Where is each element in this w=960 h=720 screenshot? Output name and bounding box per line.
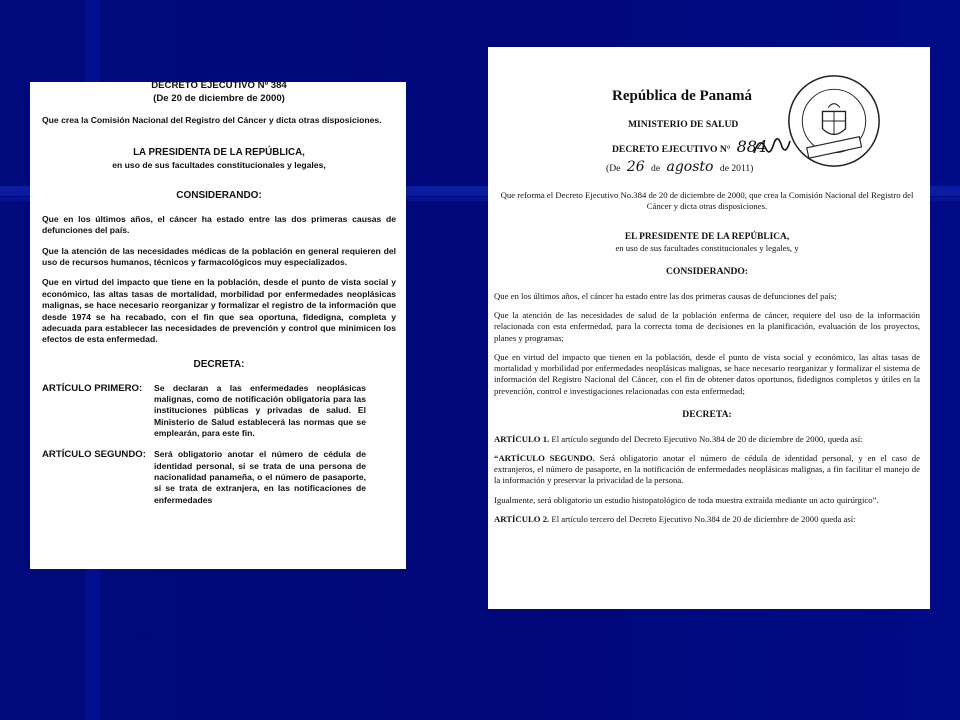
considerando-paragraph-1: Que en los últimos años, el cáncer ha estado entre las dos primeras causas de defunciones del país; — [494, 290, 837, 301]
reforma-line: Que reforma el Decreto Ejecutivo No.384 de 20 de diciembre de 2000, que crea la Comisión Nacional del Registro del Cáncer y dicta otras disposiciones. — [500, 189, 914, 212]
article-1-text: El artículo segundo del Decreto Ejecutivo No.384 de 20 de diciembre de 2000, queda así: — [551, 433, 863, 444]
facultades-line: en uso de sus facultades constitucionales y legales, — [112, 159, 326, 170]
decree-subtitle: Que crea la Comisión Nacional del Registro del Cáncer y dicta otras disposiciones. — [42, 115, 382, 126]
decree-number: 884 — [736, 136, 768, 156]
article-segundo-label: “ARTÍCULO SEGUNDO. — [494, 452, 595, 463]
article-label: ARTÍCULO SEGUNDO: — [42, 449, 146, 461]
signature-icon — [752, 131, 792, 161]
date-de: de — [651, 162, 661, 174]
article-2-text: El artículo tercero del Decreto Ejecutivo No.384 de 20 de diciembre de 2000 queda así: — [551, 514, 856, 525]
article-segundo — [494, 453, 920, 487]
decreta-heading: DECRETA: — [193, 358, 245, 370]
ministry-title: MINISTERIO DE SALUD — [628, 118, 739, 130]
decreta-heading: DECRETA: — [682, 409, 732, 421]
considerando-paragraph-2: Que la atención de las necesidades de salud de la población enferma de cáncer, requiere del uso de la información relacionada con esta enfermedad, para la correcta toma de decisiones en la planificación, evaluación de los proyectos, planes y programas; — [494, 309, 920, 343]
decree-884-document — [488, 47, 930, 609]
decree-title: DECRETO EJECUTIVO Nº 384 — [151, 82, 287, 91]
article-label: ARTÍCULO PRIMERO: — [42, 382, 143, 394]
considerando-paragraph-1: Que en los últimos años, el cáncer ha estado entre las dos primeras causas de defunciones del país. — [42, 214, 396, 236]
decree-label: DECRETO EJECUTIVO N° — [612, 143, 731, 155]
article-primero — [42, 383, 396, 440]
article-1 — [494, 434, 920, 445]
article-1-label: ARTÍCULO 1. — [494, 433, 550, 444]
article-2 — [494, 514, 920, 525]
considerando-heading: CONSIDERANDO: — [665, 266, 749, 278]
igualmente-paragraph: Igualmente, será obligatorio un estudio histopatológico de toda muestra extraída mediante un acto quirúrgico”. — [494, 494, 879, 505]
date-month: agosto — [666, 158, 714, 175]
date-suffix: de 2011) — [719, 162, 754, 174]
considerando-paragraph-3: Que en virtud del impacto que tiene en la población, desde el punto de vista social y económico, las altas tasas de mortalidad, morbilidad por enfermedades neoplásicas malignas, se hace necesario reorganizar y formalizar el registro de la información que desde 1974 se ha recabado, con el fin que sea oportuna, fidedigna, completa y adecuada para establecer las necesidades de prevención y control que minimicen los efectos de esta enfermedad. — [42, 277, 396, 345]
article-segundo-text: Será obligatorio anotar el número de cédula de identidad personal, y en el caso de extranjeros, el número de pasaporte, en la notificación de enfermedades neoplásicas malignas, a fin facilitar el manejo de la información y preservar la privacidad de la persona. — [494, 452, 920, 486]
date-prefix: (De — [606, 162, 621, 174]
facultades-line: en uso de sus facultades constitucionales y legales, y — [615, 242, 799, 253]
article-text: Será obligatorio anotar el número de cédula de identidad personal, si se trata de una persona de nacionalidad panameña, o el número de pasaporte, si se trata de extranjera, en las notificaciones de enfermedades — [154, 449, 366, 505]
considerando-paragraph-3: Que en virtud del impacto que tienen en la población, desde el punto de vista social y económico, las altas tasas de mortalidad y morbilidad por enfermedades neoplásicas malignas, se hace necesario reorganizar y formalizar el sistema de información del Registro Nacional del Cáncer, con el fin de obtener datos oportunos, fidedignos completos y útiles en la prevención, control e investigaciones relacionadas con esta enfermedad; — [494, 351, 920, 396]
considerando-paragraph-2: Que la atención de las necesidades médicas de la población en general requieren del uso de recursos humanos, técnicos y farmacológicos muy especializados. — [42, 245, 396, 268]
article-segundo — [42, 449, 396, 506]
country-title: República de Panamá — [612, 88, 753, 104]
presidente-heading: EL PRESIDENTE DE LA REPÚBLICA, — [624, 231, 790, 242]
decree-384-document — [30, 82, 406, 569]
official-seal-icon — [786, 73, 882, 169]
article-text: Se declaran a las enfermedades neoplásicas malignas, como de notificación obligatoria para las instituciones públicas y privadas de salud. El Ministerio de Salud establecerá las normas que se emplearán, para este fin. — [154, 382, 366, 439]
considerando-heading: CONSIDERANDO: — [176, 189, 262, 201]
decree-date: (De 20 de diciembre de 2000) — [153, 92, 285, 104]
date-day: 26 — [626, 158, 645, 175]
presidenta-heading: LA PRESIDENTA DE LA REPÚBLICA, — [133, 146, 305, 158]
article-2-label: ARTÍCULO 2. — [494, 514, 550, 525]
